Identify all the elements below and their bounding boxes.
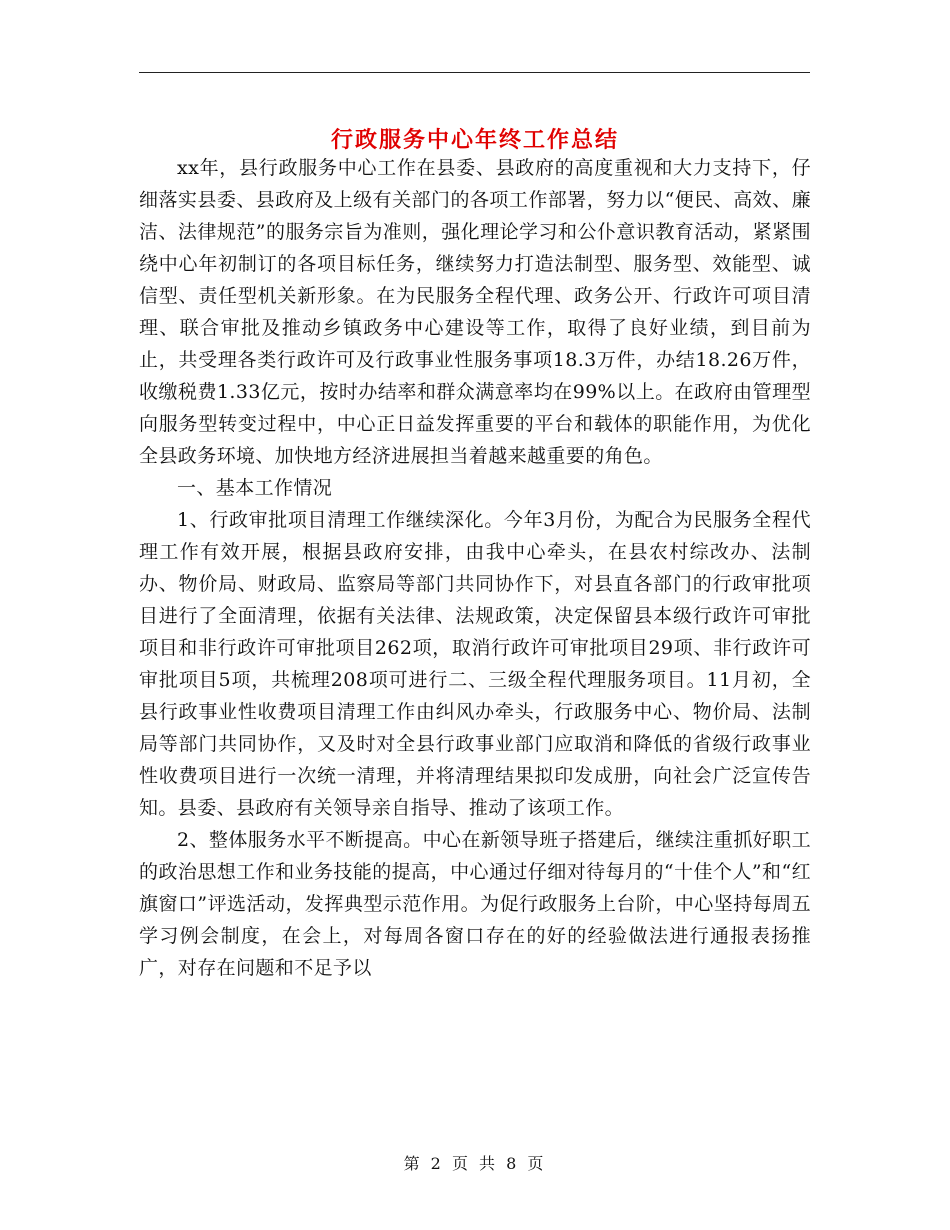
header-rule	[139, 72, 810, 73]
document-body	[139, 152, 811, 984]
intro-paragraph: xx年，县行政服务中心工作在县委、县政府的高度重视和大力支持下，仔细落实县委、县政府及上级有关部门的各项工作部署，努力以“便民、高效、廉洁、法律规范”的服务宗旨为准则，强化理论学习和公仆意识教育活动，紧紧围绕中心年初制订的各项目标任务，继续努力打造法制型、服务型、效能型、诚信型、责任型机关新形象。在为民服务全程代理、政务公开、行政许可项目清理、联合审批及推动乡镇政务中心建设等工作，取得了良好业绩，到目前为止，共受理各类行政许可及行政事业性服务事项18.3万件，办结18.26万件，收缴税费1.33亿元，按时办结率和群众满意率均在99%以上。在政府由管理型向服务型转变过程中，中心正日益发挥重要的平台和载体的职能作用，为优化全县政务环境、加快地方经济进展担当着越来越重要的角色。	[139, 157, 811, 467]
body-paragraph: 1、行政审批项目清理工作继续深化。今年3月份，为配合为民服务全程代理工作有效开展，根据县政府安排，由我中心牵头，在县农村综改办、法制办、物价局、财政局、监察局等部门共同协作下，对县直各部门的行政审批项目进行了全面清理，依据有关法律、法规政策，决定保留县本级行政许可审批项目和非行政许可审批项目262项，取消行政许可审批项目29项、非行政许可审批项目5项，共梳理208项可进行二、三级全程代理服务项目。11月初，全县行政事业性收费项目清理工作由纠风办牵头，行政服务中心、物价局、法制局等部门共同协作，又及时对全县行政事业部门应取消和降低的省级行政事业性收费项目进行一次统一清理，并将清理结果拟印发成册，向社会广泛宣传告知。县委、县政府有关领导亲自指导、推动了该项工作。	[139, 509, 811, 819]
page-number: 第 2 页 共 8 页	[403, 1154, 547, 1173]
body-paragraph: 2、整体服务水平不断提高。中心在新领导班子搭建后，继续注重抓好职工的政治思想工作和业务技能的提高，中心通过仔细对待每月的“十佳个人”和“红旗窗口”评选活动，发挥典型示范作用。为促行政服务上台阶，中心坚持每周五学习例会制度，在会上，对每周各窗口存在的好的经验做法进行通报表扬推广，对存在问题和不足予以	[139, 829, 811, 979]
document-title: 行政服务中心年终工作总结	[330, 126, 619, 153]
section-heading: 一、基本工作情况	[177, 477, 333, 499]
